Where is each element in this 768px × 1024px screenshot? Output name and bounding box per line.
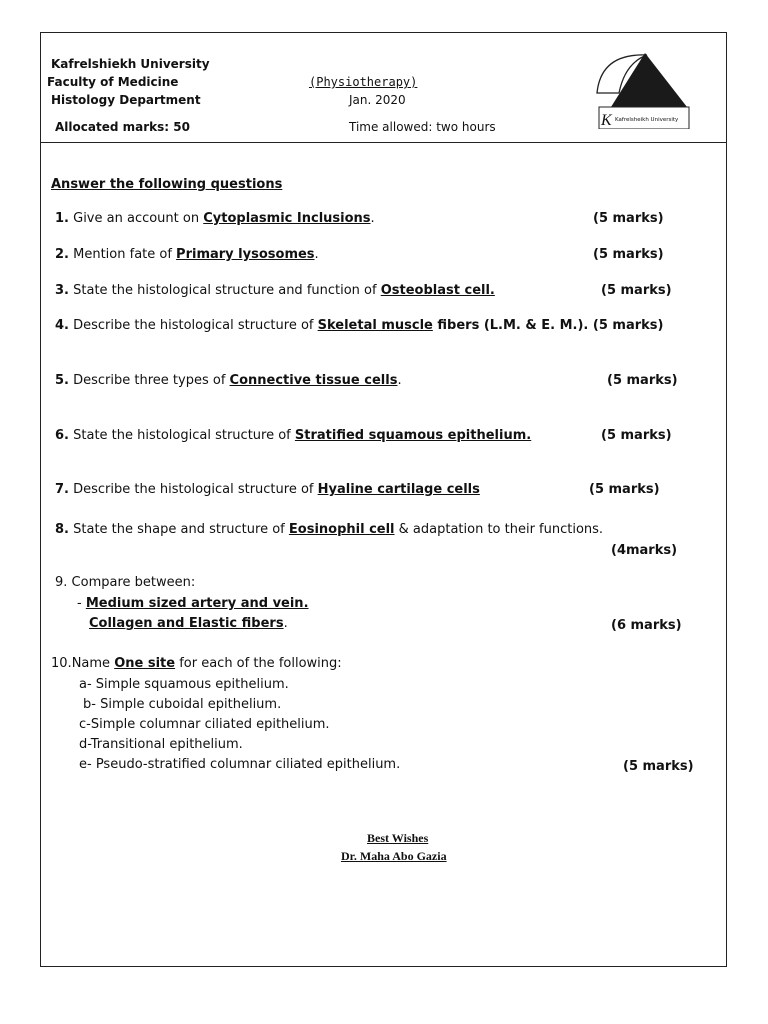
question-10-item-e: e- Pseudo-stratified columnar ciliated epithelium.: [79, 757, 401, 772]
question-3: 3. State the histological structure and function of Osteoblast cell.: [55, 283, 495, 298]
question-10-item-a: a- Simple squamous epithelium.: [79, 677, 289, 692]
university-name: Kafrelshiekh University: [51, 57, 210, 71]
question-10-item-c: c-Simple columnar ciliated epithelium.: [79, 717, 330, 732]
marks-1: (5 marks): [593, 211, 664, 226]
marks-6: (5 marks): [601, 428, 672, 443]
question-1: 1. Give an account on Cytoplasmic Inclusions.: [55, 211, 375, 226]
question-10: 10.Name One site for each of the following:: [51, 656, 342, 671]
instruction: Answer the following questions: [51, 177, 283, 192]
question-4: 4. Describe the histological structure of Skeletal muscle fibers (L.M. & E. M.). (5 marks): [55, 318, 664, 333]
question-6: 6. State the histological structure of Stratified squamous epithelium.: [55, 428, 532, 443]
question-10-item-d: d-Transitional epithelium.: [79, 737, 243, 752]
exam-sheet: [40, 32, 727, 967]
marks-10: (5 marks): [623, 759, 694, 774]
question-5: 5. Describe three types of Connective tissue cells.: [55, 373, 402, 388]
question-8: 8. State the shape and structure of Eosinophil cell & adaptation to their functions.: [55, 522, 604, 537]
svg-text:K: K: [601, 112, 612, 129]
marks-7: (5 marks): [589, 482, 660, 497]
university-logo: [591, 47, 691, 129]
marks-8: (4marks): [611, 543, 678, 558]
question-7: 7. Describe the histological structure of Hyaline cartilage cells: [55, 482, 480, 497]
question-2: 2. Mention fate of Primary lysosomes.: [55, 247, 319, 262]
time-allowed: Time allowed: two hours: [349, 120, 496, 134]
allocated-marks: Allocated marks: 50: [55, 120, 190, 134]
question-9: 9. Compare between:: [55, 575, 196, 590]
question-10-item-b: b- Simple cuboidal epithelium.: [83, 697, 282, 712]
question-9-item-2: Collagen and Elastic fibers.: [89, 616, 288, 631]
marks-3: (5 marks): [601, 283, 672, 298]
question-9-item-1: - Medium sized artery and vein.: [77, 596, 309, 611]
best-wishes: Best Wishes: [367, 831, 429, 845]
exam-date: Jan. 2020: [349, 93, 406, 107]
author-name: Dr. Maha Abo Gazia: [341, 849, 447, 863]
faculty-name: Faculty of Medicine: [47, 75, 179, 89]
header-divider: [41, 142, 726, 143]
marks-5: (5 marks): [607, 373, 678, 388]
logo-triangle-icon: [591, 47, 691, 129]
marks-9: (6 marks): [611, 618, 682, 633]
department-name: Histology Department: [51, 93, 201, 107]
program-name: (Physiotherapy): [309, 75, 418, 89]
marks-2: (5 marks): [593, 247, 664, 262]
svg-text:Kafrelsheikh University: Kafrelsheikh University: [615, 117, 679, 123]
